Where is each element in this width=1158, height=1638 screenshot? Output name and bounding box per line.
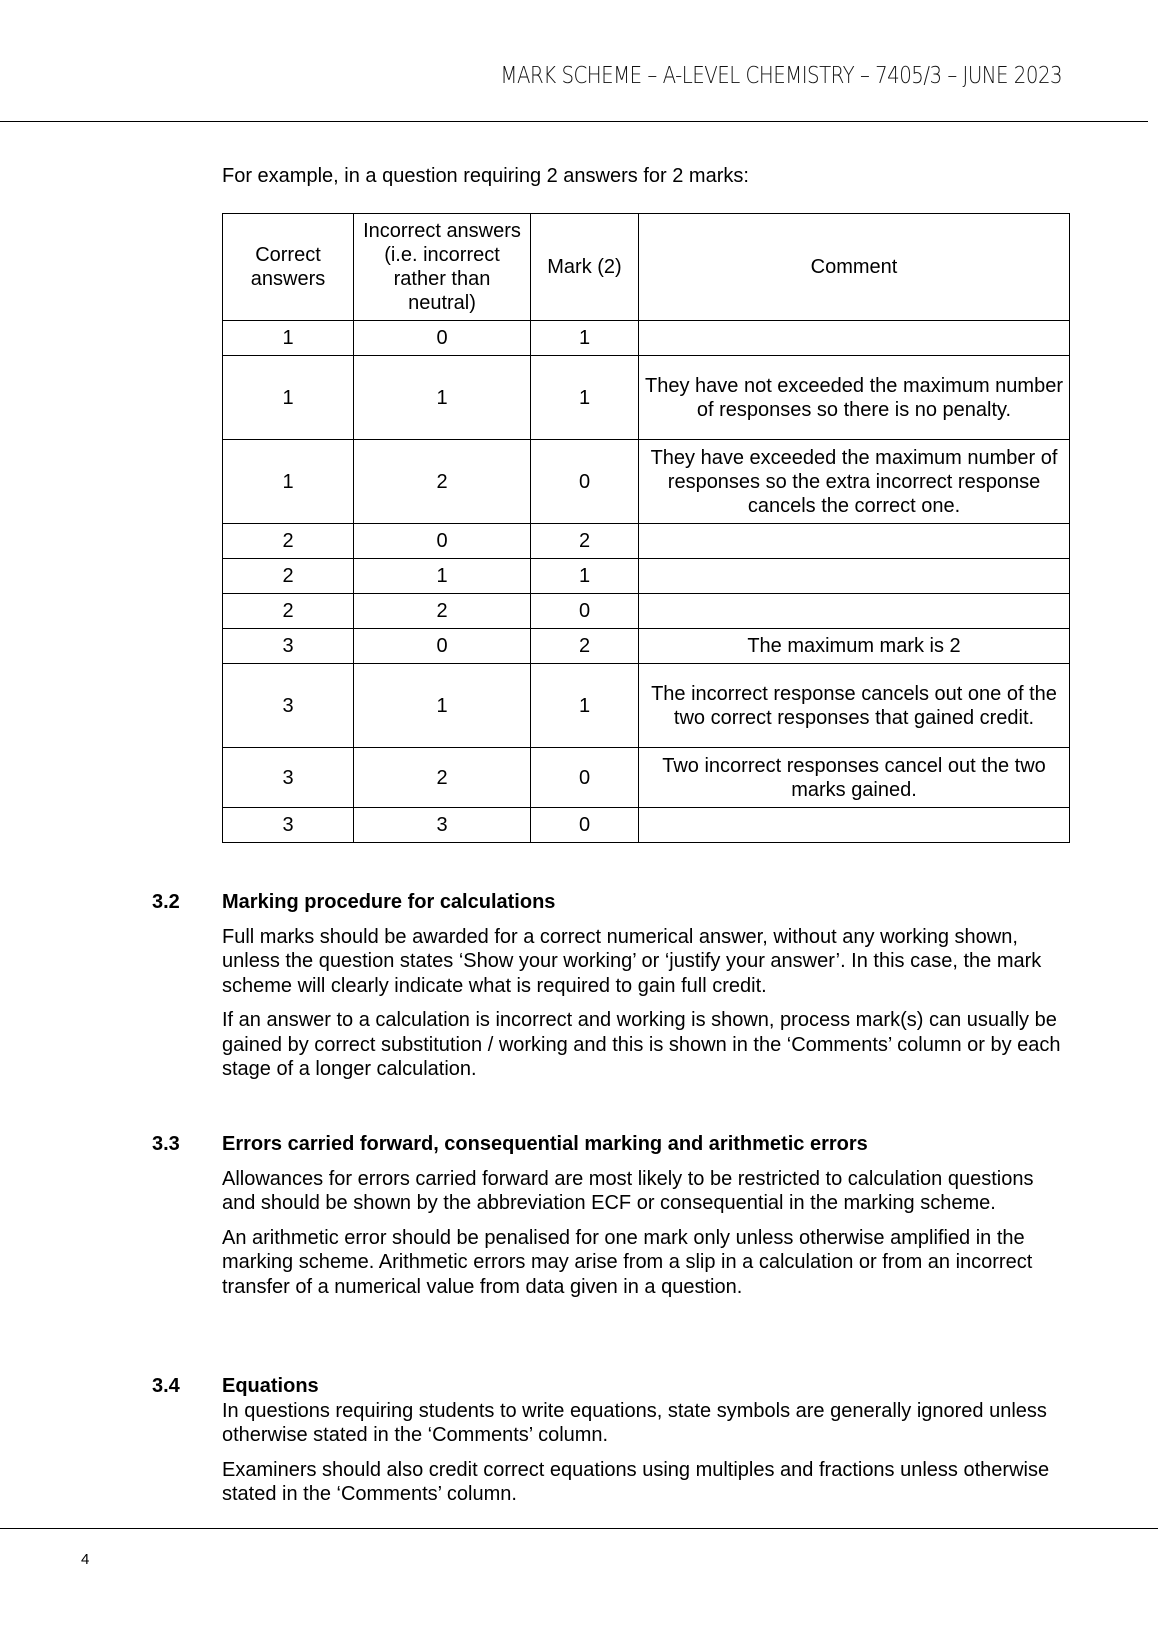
table-row	[223, 559, 1070, 594]
cell-comment: They have not exceeded the maximum number of responses so there is no penalty.	[639, 356, 1070, 440]
cell-incorrect: 0	[354, 629, 531, 664]
header-correct-answers: Correct answers	[223, 214, 354, 321]
section-number: 3.3	[152, 1133, 180, 1155]
cell-correct: 3	[223, 629, 354, 664]
intro-text: For example, in a question requiring 2 answers for 2 marks:	[222, 165, 749, 187]
section-paragraph: Full marks should be awarded for a correct numerical answer, without any working shown, unless the question states ‘Show your working’ or ‘justify your answer’. In this case, the mark scheme will clearly indicate what is required to gain full credit.	[222, 925, 1042, 997]
section-paragraph: In questions requiring students to write equations, state symbols are generally ignored unless otherwise stated in the ‘Comments’ column.	[222, 1399, 1047, 1446]
cell-comment	[639, 321, 1070, 356]
cell-comment: The maximum mark is 2	[639, 629, 1070, 664]
cell-comment	[639, 594, 1070, 629]
cell-correct: 1	[223, 321, 354, 356]
cell-incorrect: 3	[354, 808, 531, 843]
cell-mark: 1	[531, 664, 639, 748]
cell-mark: 1	[531, 559, 639, 594]
section-3-3	[152, 1132, 1072, 1299]
table-row	[223, 629, 1070, 664]
section-heading: Errors carried forward, consequential marking and arithmetic errors	[222, 1133, 868, 1155]
cell-correct: 2	[223, 594, 354, 629]
cell-correct: 2	[223, 524, 354, 559]
cell-incorrect: 1	[354, 559, 531, 594]
cell-mark: 1	[531, 321, 639, 356]
cell-mark: 2	[531, 524, 639, 559]
header-incorrect-answers: Incorrect answers (i.e. incorrect rather than neutral)	[354, 214, 531, 321]
section-number: 3.4	[152, 1375, 180, 1397]
cell-mark: 0	[531, 808, 639, 843]
header-comment: Comment	[639, 214, 1070, 321]
cell-correct: 3	[223, 664, 354, 748]
section-number: 3.2	[152, 891, 180, 913]
cell-incorrect: 1	[354, 664, 531, 748]
cell-comment	[639, 524, 1070, 559]
header-divider	[0, 121, 1148, 122]
page-number: 4	[81, 1551, 90, 1568]
section-3-4	[152, 1374, 1072, 1507]
cell-incorrect: 1	[354, 356, 531, 440]
table-row	[223, 664, 1070, 748]
section-paragraph: Examiners should also credit correct equations using multiples and fractions unless otherwise stated in the ‘Comments’ column.	[222, 1458, 1050, 1505]
cell-comment: The incorrect response cancels out one of the two correct responses that gained credit.	[639, 664, 1070, 748]
table-row	[223, 321, 1070, 356]
marks-example-table	[222, 213, 1070, 843]
table-row	[223, 808, 1070, 843]
cell-comment: They have exceeded the maximum number of responses so the extra incorrect response cancels the correct one.	[639, 440, 1070, 524]
cell-comment	[639, 808, 1070, 843]
section-3-2	[152, 890, 1072, 1082]
section-paragraph: If an answer to a calculation is incorrect and working is shown, process mark(s) can usually be gained by correct substitution / working and this is shown in the ‘Comments’ column or by each stage of a longer calculation.	[222, 1009, 1061, 1080]
cell-incorrect: 2	[354, 440, 531, 524]
table-row	[223, 356, 1070, 440]
cell-mark: 0	[531, 748, 639, 808]
cell-incorrect: 2	[354, 594, 531, 629]
cell-mark: 0	[531, 440, 639, 524]
table-row	[223, 748, 1070, 808]
section-paragraph: Allowances for errors carried forward are most likely to be restricted to calculation questions and should be shown by the abbreviation ECF or consequential in the marking scheme.	[222, 1167, 1034, 1214]
section-heading: Equations	[222, 1375, 319, 1397]
cell-incorrect: 0	[354, 321, 531, 356]
table-row	[223, 440, 1070, 524]
footer-divider	[0, 1528, 1158, 1529]
table-row	[223, 594, 1070, 629]
cell-correct: 3	[223, 808, 354, 843]
cell-correct: 1	[223, 440, 354, 524]
document-title: MARK SCHEME – A-LEVEL CHEMISTRY – 7405/3 – JUNE 2023	[500, 63, 1062, 89]
cell-comment: Two incorrect responses cancel out the two marks gained.	[639, 748, 1070, 808]
cell-mark: 2	[531, 629, 639, 664]
table-header-row	[223, 214, 1070, 321]
section-paragraph: An arithmetic error should be penalised for one mark only unless otherwise amplified in the marking scheme. Arithmetic errors may arise from a slip in a calculation or from an incorrect transfer of a numerical value from data given in a question.	[222, 1226, 1033, 1298]
cell-correct: 1	[223, 356, 354, 440]
cell-mark: 0	[531, 594, 639, 629]
cell-incorrect: 0	[354, 524, 531, 559]
cell-comment	[639, 559, 1070, 594]
header-mark: Mark (2)	[531, 214, 639, 321]
table-row	[223, 524, 1070, 559]
cell-mark: 1	[531, 356, 639, 440]
cell-correct: 2	[223, 559, 354, 594]
section-heading: Marking procedure for calculations	[222, 891, 556, 913]
cell-incorrect: 2	[354, 748, 531, 808]
cell-correct: 3	[223, 748, 354, 808]
